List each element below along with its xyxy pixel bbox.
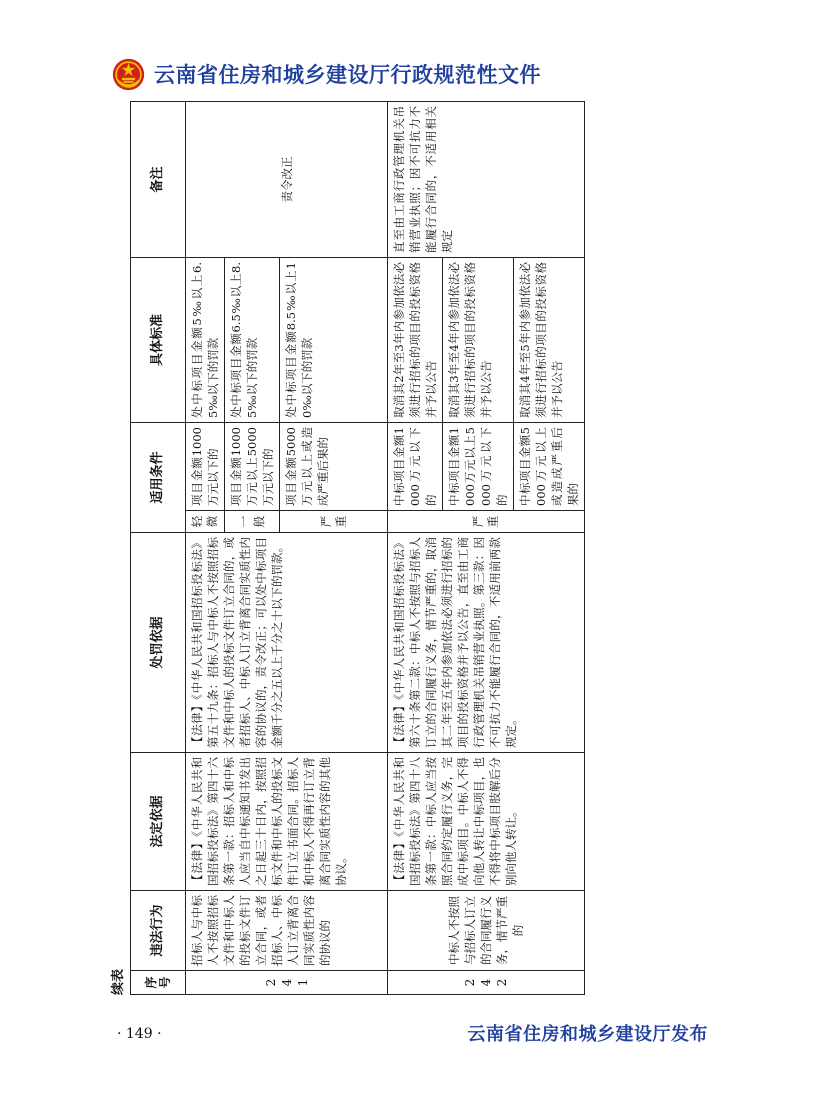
table-header-row — [131, 101, 186, 994]
level-cell: 严重 — [388, 511, 585, 533]
rotated-table-area — [108, 102, 710, 995]
standard-cell: 取消其2年至3年内参加依法必须进行招标的项目的投标资格并予以公告 — [388, 257, 443, 422]
level-cell: 轻微 — [186, 511, 225, 533]
standard-cell: 取消其4年至5年内参加依法必须进行招标的项目的投标资格并予以公告 — [514, 257, 585, 422]
penalty-basis-cell: 【法律】《中华人民共和国招标投标法》第五十九条：招标人与中标人不按照招标文件和中标人的投标文件订立合同的，或者招标人、中标人订立背离合同实质性内容的协议的，责令改正；可以处中标项目金额千分之五以上千分之十以下的罚款。 — [186, 533, 388, 753]
remark-cell: 直至由工商行政管理机关吊销营业执照；因不可抗力不能履行合同的，不适用相关规定 — [388, 101, 585, 257]
national-emblem-icon — [112, 58, 145, 91]
penalty-basis-cell: 【法律】《中华人民共和国招标投标法》第六十条第二款：中标人不按照与招标人订立的合同履行义务，情节严重的，取消其二年至五年内参加依法必须进行招标的项目的投标资格并予以公告，直至由工商行政管理机关吊销营业执照。第三款：因不可抗力不能履行合同的，不适用前两款规定。 — [388, 533, 585, 753]
col-header-seq: 序号 — [131, 971, 186, 995]
rotated-table-canvas — [108, 102, 710, 995]
standard-cell: 处中标项目金额5‰以上6.5‰以下的罚款 — [186, 257, 225, 422]
penalty-table — [130, 101, 585, 995]
col-header-penalty-basis: 处罚依据 — [131, 533, 186, 753]
legal-basis-cell: 【法律】《中华人民共和国招标投标法》第四十六条第一款：招标人和中标人应当自中标通知书发出之日起三十日内，按照招标文件和中标人的投标文件订立书面合同。招标人和中标人不得再行订立背离合同实质性内容的其他协议。 — [186, 753, 388, 891]
row-number: 242 — [388, 971, 585, 995]
continued-label: 续表 — [111, 968, 126, 995]
page-header — [112, 56, 541, 92]
table-row — [186, 101, 225, 994]
condition-cell: 中标项目金额1000万元以下的 — [388, 422, 443, 510]
condition-cell: 中标项目金额1000万元以上5000万元以下的 — [443, 422, 514, 510]
page-number: · 149 · — [117, 1026, 162, 1042]
col-header-legal-basis: 法定依据 — [131, 753, 186, 891]
col-header-standard: 具体标准 — [131, 257, 186, 422]
level-cell: 一般 — [225, 511, 280, 533]
table-row — [388, 101, 443, 994]
legal-basis-cell: 【法律】《中华人民共和国招标投标法》第四十八条第一款：中标人应当按照合同约定履行义务，完成中标项目。中标人不得向他人转让中标项目，也不得将中标项目肢解后分别向他人转让。 — [388, 753, 585, 891]
violation-cell: 中标人不按照与招标人订立的合同履行义务，情节严重的 — [388, 891, 585, 971]
col-header-violation: 违法行为 — [131, 891, 186, 971]
remark-cell: 责令改正 — [186, 101, 388, 257]
col-header-condition: 适用条件 — [131, 422, 186, 532]
level-cell: 严重 — [280, 511, 388, 533]
standard-cell: 处中标项目金额6.5‰以上8.5‰以下的罚款 — [225, 257, 280, 422]
row-number: 241 — [186, 971, 388, 995]
standard-cell: 取消其3年至4年内参加依法必须进行招标的项目的投标资格并予以公告 — [443, 257, 514, 422]
header-title: 云南省住房和城乡建设厅行政规范性文件 — [154, 63, 541, 87]
footer-publisher: 云南省住房和城乡建设厅发布 — [467, 1024, 708, 1045]
condition-cell: 项目金额5000万元以上或造成严重后果的 — [280, 422, 388, 510]
standard-cell: 处中标项目金额8.5‰以上10‰以下的罚款 — [280, 257, 388, 422]
col-header-remark: 备注 — [131, 101, 186, 257]
condition-cell: 中标项目金额5000万元以上或造成严重后果的 — [514, 422, 585, 510]
condition-cell: 项目金额1000万元以上5000万元以下的 — [225, 422, 280, 510]
violation-cell: 招标人与中标人不按照招标文件和中标人的投标文件订立合同，或者招标人、中标人订立背离合同实质性内容的协议的 — [186, 891, 388, 971]
condition-cell: 项目金额1000万元以下的 — [186, 422, 225, 510]
